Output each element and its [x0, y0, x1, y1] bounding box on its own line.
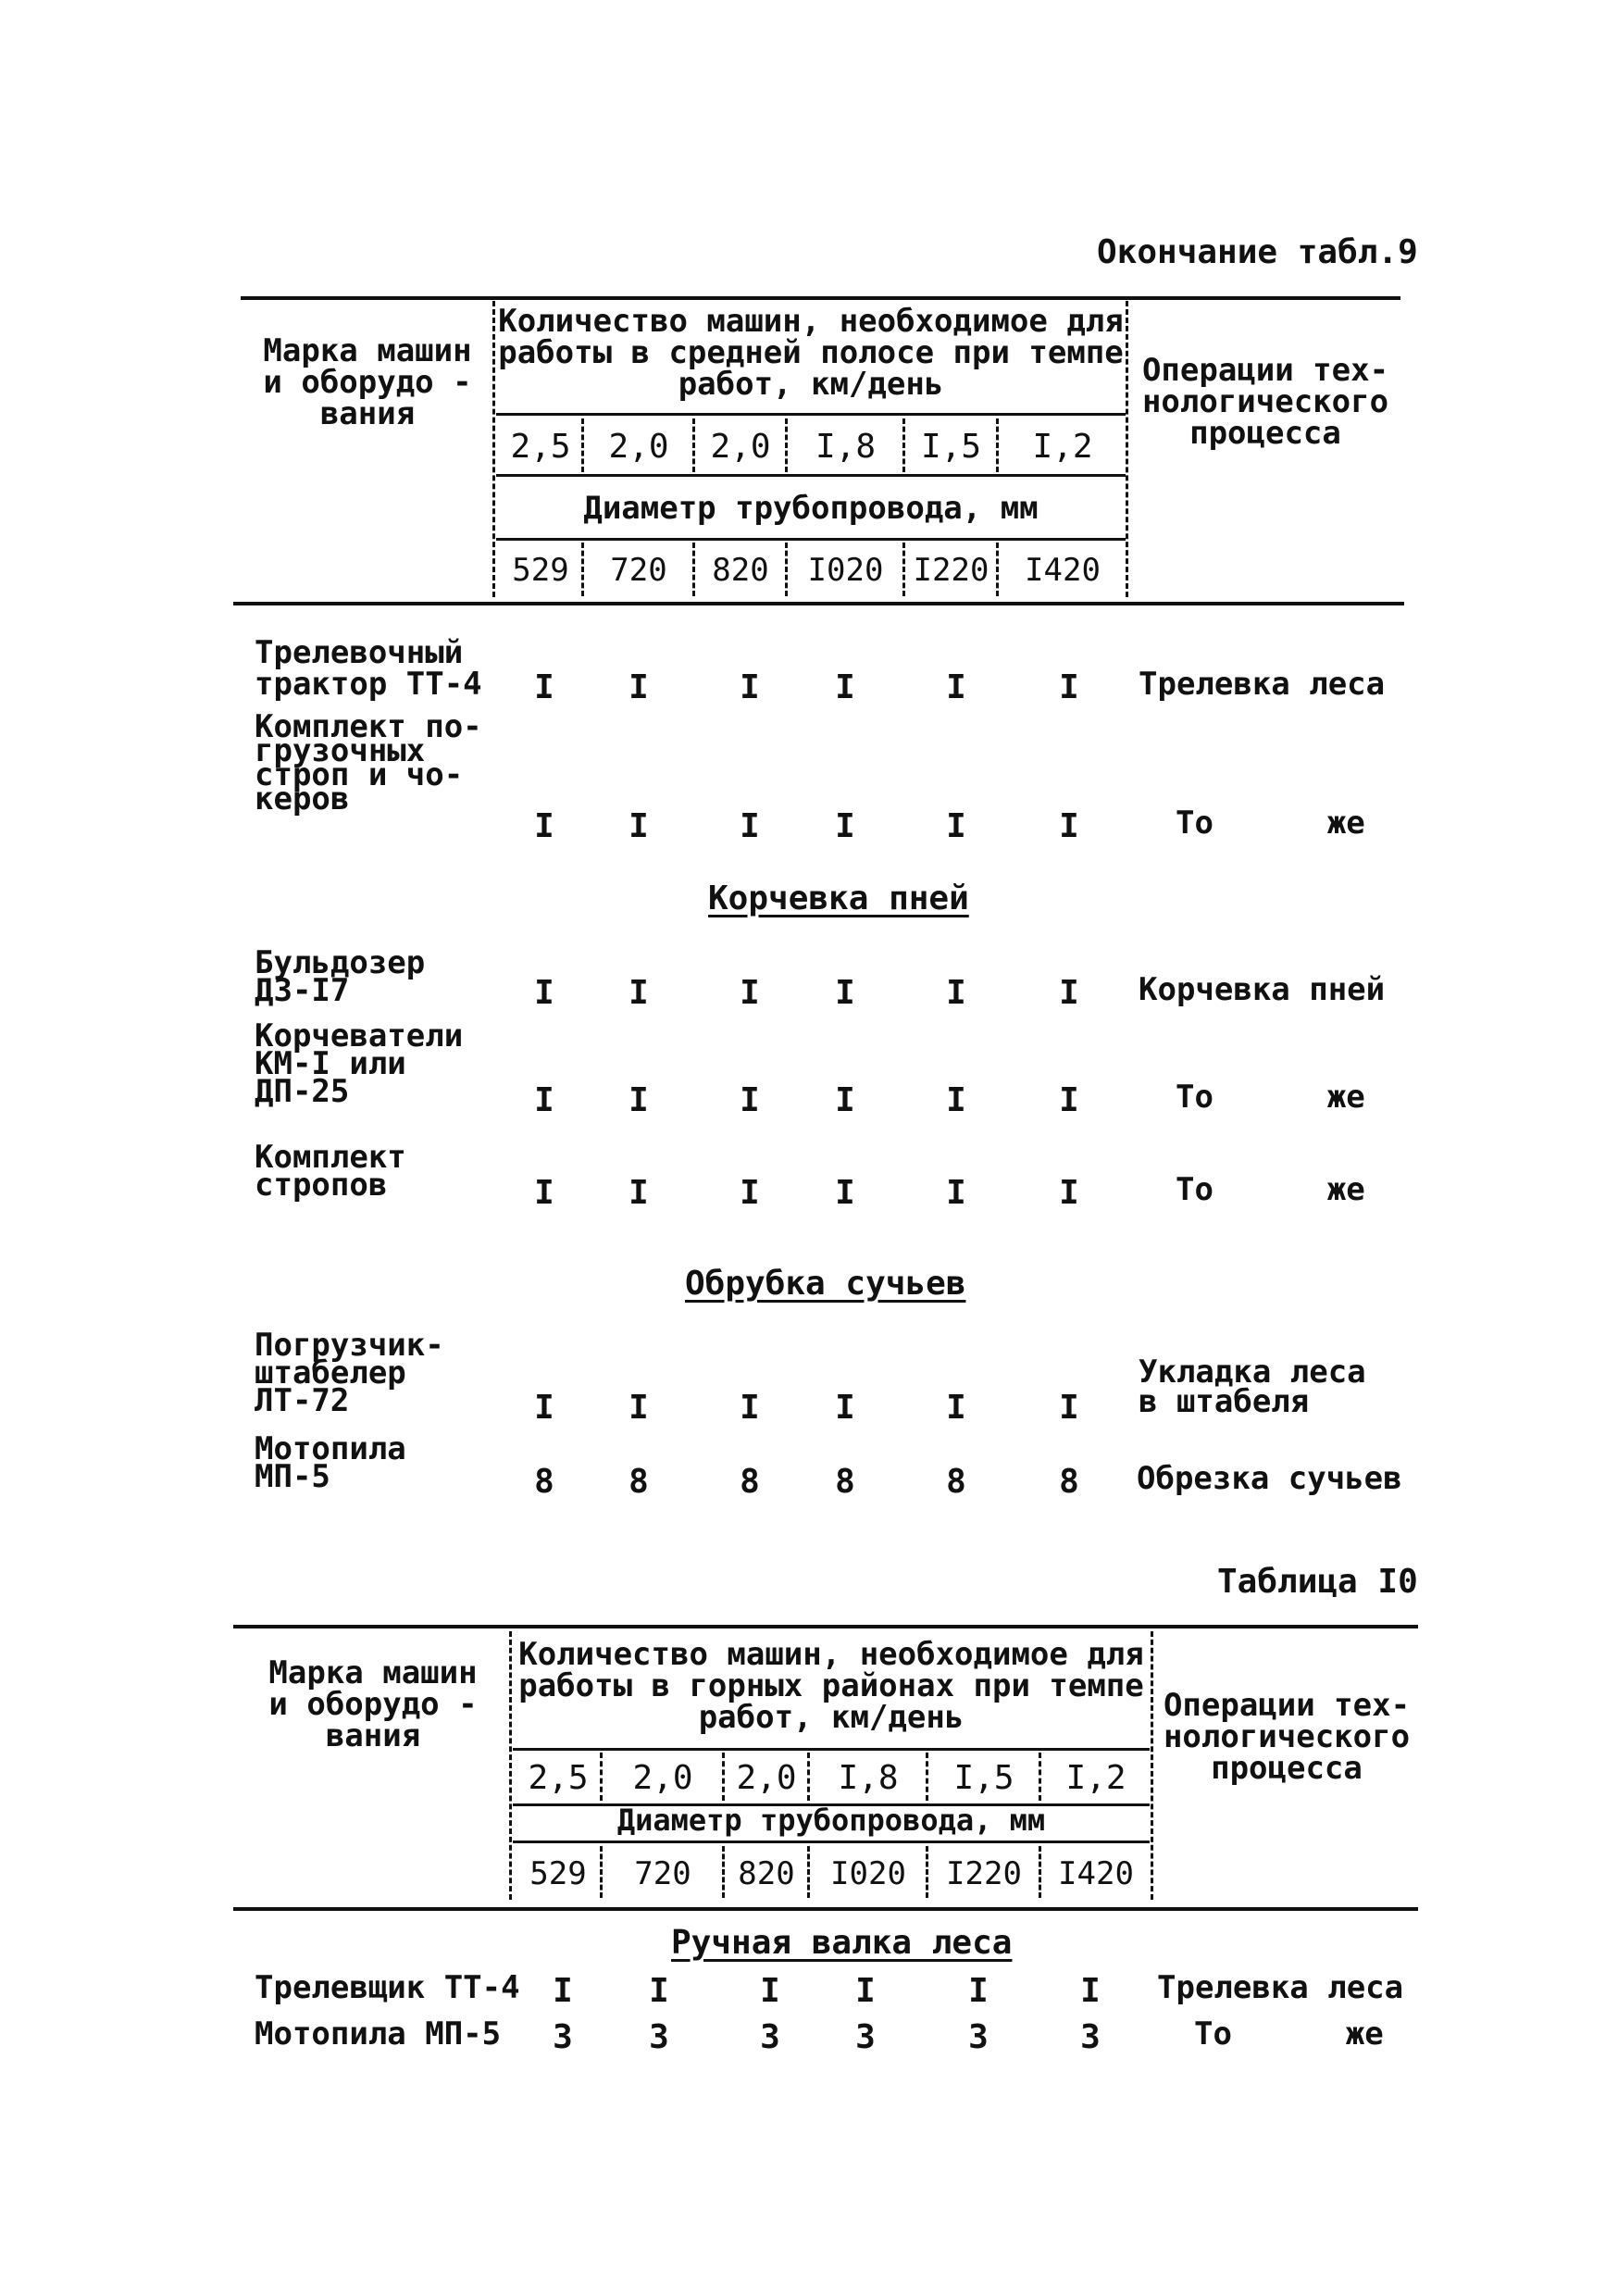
table9-header-qty: Количество машин, необходимое для работы в средней полосе при темпе работ, км/день	[498, 303, 1124, 403]
row-value: I	[835, 668, 855, 706]
diam-cell: 720	[634, 1855, 691, 1892]
row-value: 8	[740, 1463, 760, 1501]
divider	[902, 418, 905, 472]
row-op: То же	[1176, 805, 1365, 842]
row-value: 3	[553, 2018, 573, 2056]
divider	[722, 1753, 725, 1801]
row-value: I	[1059, 1174, 1079, 1212]
row-value: I	[968, 1972, 989, 2010]
divider	[926, 1753, 928, 1801]
table9-header-op: Операции тех- нологического процесса	[1141, 352, 1389, 452]
row-value: I	[629, 974, 649, 1012]
row-value: 3	[1080, 2018, 1101, 2056]
tempo-cell: I,8	[838, 1759, 899, 1797]
row-value: I	[649, 1972, 669, 2010]
row-value: 8	[835, 1463, 855, 1501]
tempo-cell: 2,5	[528, 1759, 589, 1797]
rule	[513, 1748, 1150, 1751]
row-value: I	[553, 1972, 573, 2010]
section-title: Обрубка сучьев	[685, 1265, 966, 1303]
row-name: Мотопила МП-5	[255, 1430, 406, 1495]
diam-cell: I420	[1058, 1855, 1134, 1892]
divider	[1126, 301, 1128, 597]
row-name: Погрузчик- штабелер ЛТ-72	[255, 1327, 444, 1419]
row-value: I	[740, 807, 760, 845]
rule	[513, 1841, 1150, 1843]
divider	[600, 1753, 603, 1801]
divider	[722, 1846, 725, 1898]
row-value: I	[835, 1081, 855, 1119]
row-value: I	[835, 807, 855, 845]
row-op: Обрезка сучьев	[1137, 1460, 1402, 1497]
row-value: I	[629, 1389, 649, 1427]
tempo-cell: I,2	[1032, 428, 1093, 466]
table10-diam-label: Диаметр трубопровода, мм	[616, 1803, 1046, 1838]
row-value: I	[946, 1389, 966, 1427]
row-name: Трелевочный трактор ТТ-4	[255, 634, 482, 703]
row-value: I	[835, 1389, 855, 1427]
row-op: Трелевка леса	[1139, 666, 1386, 703]
divider	[692, 543, 695, 596]
row-value: 3	[968, 2018, 989, 2056]
divider	[600, 1846, 603, 1898]
divider	[926, 1846, 928, 1898]
diam-cell: I020	[807, 552, 884, 589]
table9-header-mark: Марка машин и оборудо - вания	[263, 332, 472, 432]
row-name: Мотопила МП-5	[255, 2015, 502, 2053]
table10-header-op: Операции тех- нологического процесса	[1163, 1687, 1411, 1787]
tempo-cell: 2,0	[736, 1759, 797, 1797]
row-op: Укладка леса в штабеля	[1139, 1354, 1366, 1420]
row-value: I	[629, 668, 649, 706]
row-value: I	[740, 1174, 760, 1212]
row-value: I	[629, 807, 649, 845]
row-name: Трелевщик ТТ-4	[255, 1969, 520, 2006]
row-value: I	[534, 668, 554, 706]
tempo-cell: 2,0	[632, 1759, 693, 1797]
tempo-cell: 2,0	[608, 428, 669, 466]
divider	[509, 1631, 512, 1900]
row-value: I	[534, 807, 554, 845]
row-value: I	[946, 1081, 966, 1119]
table10-header-qty: Количество машин, необходимое для работы в горных районах при темпе работ, км/день	[518, 1636, 1144, 1736]
rule	[496, 474, 1126, 477]
row-value: I	[534, 1174, 554, 1212]
rule	[496, 413, 1126, 416]
row-value: 3	[855, 2018, 876, 2056]
table9-top-rule	[241, 296, 1400, 300]
section-title: Корчевка пней	[708, 880, 969, 917]
row-value: I	[1059, 807, 1079, 845]
row-value: 8	[1059, 1463, 1079, 1501]
diam-cell: I020	[830, 1855, 906, 1892]
row-value: I	[835, 974, 855, 1012]
diam-cell: 820	[712, 552, 769, 589]
table10-top-rule	[233, 1625, 1418, 1628]
divider	[902, 543, 905, 596]
row-value: I	[946, 807, 966, 845]
divider	[807, 1846, 810, 1898]
row-op: Трелевка леса	[1157, 1969, 1404, 2006]
row-value: I	[534, 974, 554, 1012]
table9-diam-label: Диаметр трубопровода, мм	[583, 490, 1039, 527]
diam-cell: 820	[738, 1855, 795, 1892]
divider	[785, 543, 788, 596]
row-value: I	[534, 1389, 554, 1427]
row-value: 3	[649, 2018, 669, 2056]
diam-cell: I220	[946, 1855, 1022, 1892]
row-value: I	[1080, 1972, 1101, 2010]
divider	[807, 1753, 810, 1801]
row-value: I	[1059, 1389, 1079, 1427]
row-name: Комплект стропов	[255, 1139, 406, 1204]
tempo-cell: I,5	[920, 428, 982, 466]
row-value: I	[835, 1174, 855, 1212]
row-value: I	[1059, 668, 1079, 706]
diam-cell: 720	[610, 552, 667, 589]
row-name: Комплект по- грузочных строп и чо- керов	[255, 708, 482, 817]
tempo-cell: I,2	[1065, 1759, 1126, 1797]
diam-cell: I220	[913, 552, 989, 589]
row-value: I	[629, 1081, 649, 1119]
row-value: I	[629, 1174, 649, 1212]
tempo-cell: I,5	[953, 1759, 1014, 1797]
divider	[996, 418, 999, 472]
rule	[496, 538, 1126, 541]
divider	[581, 543, 584, 596]
divider	[1039, 1846, 1041, 1898]
row-value: I	[1059, 1081, 1079, 1119]
diam-cell: I420	[1025, 552, 1101, 589]
diam-cell: 529	[529, 1855, 587, 1892]
row-value: I	[946, 668, 966, 706]
row-value: I	[1059, 974, 1079, 1012]
row-value: I	[946, 974, 966, 1012]
tempo-cell: 2,5	[510, 428, 571, 466]
row-op: То же	[1176, 1079, 1365, 1116]
table9-header-bottom-rule	[233, 602, 1404, 605]
row-value: I	[740, 1081, 760, 1119]
row-value: 8	[629, 1463, 649, 1501]
table9-caption: Окончание табл.9	[1097, 233, 1418, 271]
row-op: То же	[1194, 2015, 1384, 2053]
divider	[1151, 1631, 1153, 1900]
row-name: Бульдозер ДЗ-I7	[255, 944, 426, 1009]
divider	[581, 418, 584, 472]
divider	[785, 418, 788, 472]
row-value: I	[740, 974, 760, 1012]
divider	[692, 418, 695, 472]
row-value: 8	[534, 1463, 554, 1501]
divider	[996, 543, 999, 596]
row-value: I	[946, 1174, 966, 1212]
table10-caption: Таблица I0	[1217, 1563, 1418, 1601]
table10-header-bottom-rule	[233, 1907, 1418, 1911]
row-value: I	[534, 1081, 554, 1119]
row-value: I	[740, 1389, 760, 1427]
row-op: То же	[1176, 1171, 1365, 1208]
row-op: Корчевка пней	[1139, 971, 1386, 1008]
tempo-cell: 2,0	[710, 428, 771, 466]
divider	[492, 301, 495, 597]
tempo-cell: I,8	[815, 428, 877, 466]
table10-header-mark: Марка машин и оборудо - вания	[268, 1654, 478, 1754]
section-title: Ручная валка леса	[671, 1924, 1013, 1962]
row-value: I	[760, 1972, 780, 2010]
divider	[1039, 1753, 1041, 1801]
diam-cell: 529	[512, 552, 569, 589]
row-value: 8	[946, 1463, 966, 1501]
row-value: 3	[760, 2018, 780, 2056]
row-name: Корчеватели КМ-I или ДП-25	[255, 1017, 464, 1110]
row-value: I	[740, 668, 760, 706]
row-value: I	[855, 1972, 876, 2010]
